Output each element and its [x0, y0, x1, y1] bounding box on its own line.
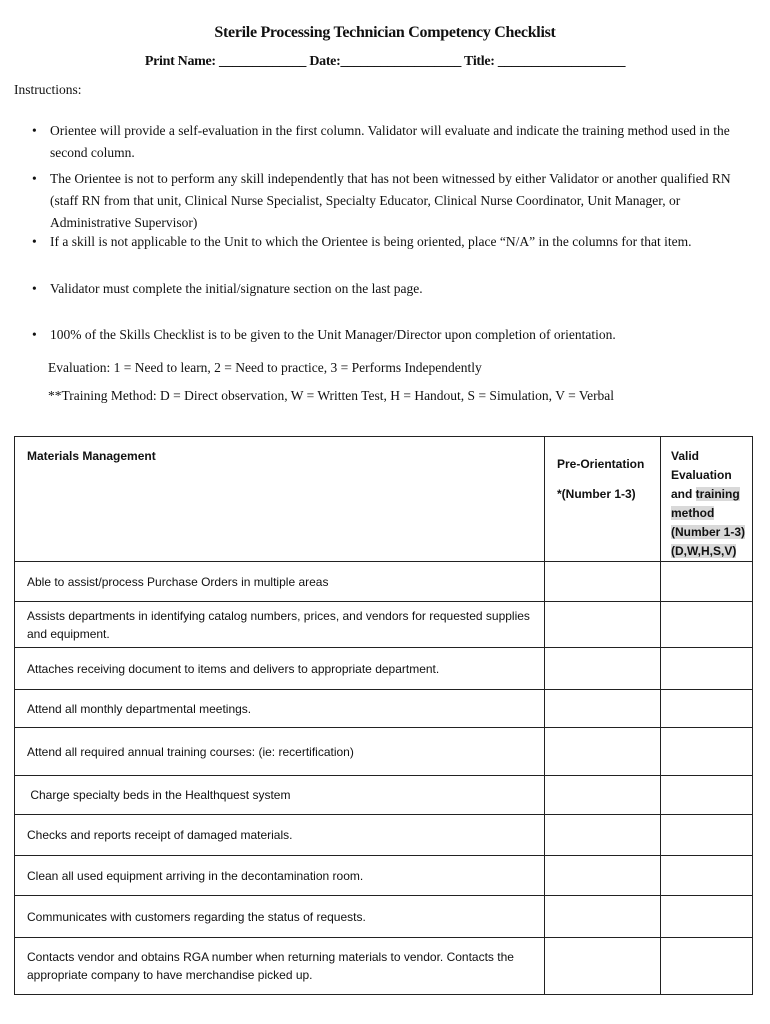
skill-cell: Attaches receiving document to items and delivers to appropriate department.	[15, 648, 545, 690]
valid-evaluation-input-cell[interactable]	[661, 728, 753, 776]
pre-orientation-input-cell[interactable]	[545, 938, 661, 995]
print-name-blank: _____________	[219, 54, 307, 69]
valid-eval-line	[671, 523, 752, 542]
skill-cell: Contacts vendor and obtains RGA number when returning materials to vendor. Contacts the appropriate company to have merchandise picked up.	[15, 938, 545, 995]
pre-orientation-input-cell[interactable]	[545, 896, 661, 938]
table-row	[15, 856, 753, 896]
bullet-icon: •	[32, 281, 37, 296]
valid-eval-range: (Number 1-3)	[671, 525, 746, 539]
pre-orientation-input-cell[interactable]	[545, 562, 661, 602]
bullet-icon: •	[32, 171, 37, 186]
instruction-text: The Orientee is not to perform any skill independently that has not been witnessed by either Validator or another qualified RN (staff RN from that unit, Clinical Nurse Specialist, Specialty Educator, Clinical Nurse Coordinator, Unit Manager, or Administrative Supervisor)	[50, 171, 731, 230]
header-fields	[0, 54, 770, 70]
instructions-label: Instructions:	[14, 82, 82, 97]
pre-orientation-label: Pre-Orientation	[557, 457, 645, 471]
valid-eval-line	[671, 504, 752, 523]
valid-evaluation-input-cell[interactable]	[661, 690, 753, 728]
skill-cell: Attend all monthly departmental meetings.	[15, 690, 545, 728]
pre-orientation-input-cell[interactable]	[545, 776, 661, 815]
skill-cell: Able to assist/process Purchase Orders in multiple areas	[15, 562, 545, 602]
valid-eval-method: method	[671, 506, 715, 520]
date-blank: __________________	[340, 54, 462, 69]
table-row	[15, 938, 753, 995]
table-row	[15, 648, 753, 690]
table-row	[15, 602, 753, 648]
date-label: Date:	[309, 54, 341, 69]
table-row	[15, 690, 753, 728]
instruction-item	[32, 120, 742, 164]
skill-cell: Clean all used equipment arriving in the decontamination room.	[15, 856, 545, 896]
valid-eval-codes: (D,W,H,S,V)	[671, 544, 737, 558]
valid-eval-training: training	[695, 487, 740, 501]
table-row	[15, 815, 753, 856]
table-row	[15, 776, 753, 815]
valid-evaluation-input-cell[interactable]	[661, 602, 753, 648]
table-row	[15, 896, 753, 938]
skill-cell: Checks and reports receipt of damaged materials.	[15, 815, 545, 856]
pre-orientation-input-cell[interactable]	[545, 815, 661, 856]
instruction-item	[32, 324, 742, 346]
header-valid-evaluation-cell	[661, 437, 753, 562]
instruction-item	[32, 231, 742, 253]
instruction-item	[32, 168, 742, 234]
valid-eval-and: and	[671, 487, 696, 501]
training-method-legend: **Training Method: D = Direct observation, W = Written Test, H = Handout, S = Simulation, V = Verbal	[48, 388, 615, 403]
skill-cell: Attend all required annual training courses: (ie: recertification)	[15, 728, 545, 776]
valid-eval-line	[671, 542, 752, 561]
valid-evaluation-input-cell[interactable]	[661, 896, 753, 938]
evaluation-legend: Evaluation: 1 = Need to learn, 2 = Need to practice, 3 = Performs Independently	[48, 360, 482, 375]
valid-evaluation-input-cell[interactable]	[661, 938, 753, 995]
pre-orientation-input-cell[interactable]	[545, 690, 661, 728]
title-label: Title:	[464, 54, 495, 69]
skill-cell: Communicates with customers regarding the status of requests.	[15, 896, 545, 938]
print-name-label: Print Name:	[144, 54, 216, 69]
instruction-text: If a skill is not applicable to the Unit to which the Orientee is being oriented, place “N/A” in the columns for that item.	[50, 234, 692, 249]
instruction-text: Validator must complete the initial/signature section on the last page.	[50, 281, 423, 296]
pre-orientation-input-cell[interactable]	[545, 648, 661, 690]
table-row	[15, 562, 753, 602]
pre-orientation-input-cell[interactable]	[545, 602, 661, 648]
instruction-item	[32, 278, 742, 300]
valid-eval-line	[671, 485, 752, 504]
pre-orientation-input-cell[interactable]	[545, 728, 661, 776]
valid-eval-line: Valid Evaluation	[671, 449, 732, 482]
skill-cell: Assists departments in identifying catalog numbers, prices, and vendors for requested supplies and equipment.	[15, 602, 545, 648]
table-header-row	[15, 437, 753, 562]
valid-evaluation-input-cell[interactable]	[661, 856, 753, 896]
title-blank: ___________________	[497, 54, 626, 69]
valid-evaluation-input-cell[interactable]	[661, 776, 753, 815]
document-title: Sterile Processing Technician Competency Checklist	[214, 24, 556, 41]
pre-orientation-input-cell[interactable]	[545, 856, 661, 896]
header-pre-orientation-cell	[545, 437, 661, 562]
skill-cell: Charge specialty beds in the Healthquest system	[15, 776, 545, 815]
bullet-icon: •	[32, 327, 37, 342]
section-title: Materials Management	[27, 449, 156, 463]
valid-evaluation-input-cell[interactable]	[661, 815, 753, 856]
bullet-icon: •	[32, 234, 37, 249]
table-row	[15, 728, 753, 776]
pre-orientation-range: *(Number 1-3)	[557, 487, 636, 501]
instruction-text: 100% of the Skills Checklist is to be given to the Unit Manager/Director upon completion of orientation.	[50, 327, 616, 342]
competency-table	[14, 436, 753, 995]
bullet-icon: •	[32, 123, 37, 138]
instruction-text: Orientee will provide a self-evaluation in the first column. Validator will evaluate and indicate the training method used in the second column.	[50, 123, 730, 160]
valid-evaluation-input-cell[interactable]	[661, 648, 753, 690]
valid-evaluation-input-cell[interactable]	[661, 562, 753, 602]
header-skill-cell	[15, 437, 545, 562]
